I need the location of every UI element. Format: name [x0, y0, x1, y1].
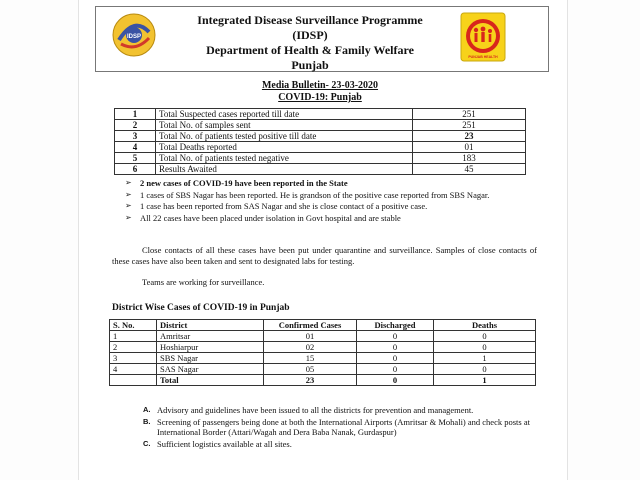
district-table-title: District Wise Cases of COVID-19 in Punjab — [112, 303, 290, 313]
list-item — [143, 405, 551, 416]
metric-value: 45 — [413, 164, 526, 175]
list-letter: A. — [143, 405, 151, 414]
total-label: Total — [157, 375, 264, 386]
list-text: Screening of passengers being done at both the International Airports (Amritsar & Mohali) and check posts at International Border (Attari/Wagah and Dera Baba Nanak, Gurdaspur) — [157, 416, 530, 437]
total-row — [110, 375, 536, 386]
idsp-logo — [111, 12, 157, 58]
bullet-text: All 22 cases have been placed under isolation in Govt hospital and are stable — [140, 212, 401, 223]
table-cell: 15 — [264, 353, 357, 364]
total-confirmed: 23 — [264, 375, 357, 386]
table-cell: 3 — [110, 353, 157, 364]
serial-number: 6 — [115, 164, 156, 175]
arrow-bullet-icon: ➢ — [125, 201, 132, 210]
list-letter: B. — [143, 416, 151, 426]
surveillance-paragraph: Teams are working for surveillance. — [142, 277, 265, 287]
serial-number: 2 — [115, 120, 156, 131]
table-cell: 0 — [357, 364, 434, 375]
column-header: Deaths — [434, 320, 536, 331]
list-item — [125, 213, 545, 224]
bulletin-subtitle: COVID-19: Punjab — [278, 92, 362, 103]
table-header-row — [110, 320, 536, 331]
list-letter: C. — [143, 438, 151, 448]
programme-name: Integrated Disease Surveillance Programme — [197, 13, 423, 27]
table-cell: Hoshiarpur — [157, 342, 264, 353]
bullet-text: 1 cases of SBS Nagar has been reported. He is grandson of the positive case reported from SBS Nagar. — [140, 189, 490, 200]
column-header: Confirmed Cases — [264, 320, 357, 331]
list-item — [143, 417, 551, 438]
metric-label: Total Deaths reported — [156, 142, 413, 153]
list-text: Sufficient logistics available at all sites. — [157, 438, 292, 449]
total-deaths: 1 — [434, 375, 536, 386]
table-cell: SAS Nagar — [157, 364, 264, 375]
table-cell: 1 — [110, 331, 157, 342]
table-cell: 0 — [434, 331, 536, 342]
metric-value: 251 — [413, 120, 526, 131]
column-header: District — [157, 320, 264, 331]
bullet-text: 1 case has been reported from SAS Nagar and she is close contact of a positive case. — [140, 201, 428, 211]
list-item — [143, 439, 551, 450]
list-text: Advisory and guidelines have been issued to all the districts for prevention and management. — [157, 405, 474, 415]
programme-abbreviation: (IDSP) — [292, 28, 328, 42]
column-header: Discharged — [357, 320, 434, 331]
serial-number: 4 — [115, 142, 156, 153]
punjab-health-logo — [460, 12, 506, 62]
column-header: S. No. — [110, 320, 157, 331]
list-item — [125, 178, 545, 189]
department-name: Department of Health & Family Welfare — [206, 43, 414, 57]
metric-value: 01 — [413, 142, 526, 153]
table-cell: 0 — [357, 342, 434, 353]
district-table — [109, 319, 536, 386]
table-cell: 2 — [110, 342, 157, 353]
table-cell — [110, 375, 157, 386]
metric-label: Results Awaited — [156, 164, 413, 175]
metric-label: Total No. of patients tested positive till date — [156, 131, 413, 142]
bulletin-title: Media Bulletin- 23-03-2020 — [261, 80, 379, 91]
update-bullets — [125, 178, 545, 224]
summary-table — [114, 108, 526, 175]
table-cell: Amritsar — [157, 331, 264, 342]
table-cell: 0 — [357, 353, 434, 364]
table-cell: 1 — [434, 353, 536, 364]
serial-number: 3 — [115, 131, 156, 142]
table-cell: 05 — [264, 364, 357, 375]
arrow-bullet-icon: ➢ — [125, 178, 132, 187]
metric-label: Total Suspected cases reported till date — [156, 109, 413, 120]
idsp-logo-text: IDSP — [126, 34, 142, 40]
metric-label: Total No. of patients tested negative — [156, 153, 413, 164]
table-row — [115, 120, 526, 131]
table-cell: 0 — [434, 364, 536, 375]
quarantine-paragraph: Close contacts of all these cases have been put under quarantine and surveillance. Samples of close contacts of these cases have also been taken and sent to designated labs for testing. — [112, 245, 537, 266]
table-cell: 0 — [357, 331, 434, 342]
health-logo-text: PUNJAB HEALTH — [468, 55, 498, 59]
table-cell: SBS Nagar — [157, 353, 264, 364]
table-row — [110, 342, 536, 353]
table-row — [115, 153, 526, 164]
metric-label: Total No. of samples sent — [156, 120, 413, 131]
bulletin-heading — [0, 80, 640, 104]
table-row — [110, 364, 536, 375]
metric-value: 183 — [413, 153, 526, 164]
metric-value: 23 — [413, 131, 526, 142]
measures-list — [143, 405, 551, 450]
table-row — [110, 353, 536, 364]
table-row — [115, 109, 526, 120]
metric-value: 251 — [413, 109, 526, 120]
arrow-bullet-icon: ➢ — [125, 212, 132, 222]
table-row — [110, 331, 536, 342]
table-cell: 01 — [264, 331, 357, 342]
state-name: Punjab — [291, 58, 329, 72]
serial-number: 1 — [115, 109, 156, 120]
list-item — [125, 201, 545, 212]
table-row — [115, 142, 526, 153]
list-item — [125, 190, 545, 201]
letterhead-text — [165, 13, 455, 73]
table-row — [115, 164, 526, 175]
bullet-text: 2 new cases of COVID-19 have been reported in the State — [140, 178, 348, 188]
table-cell: 4 — [110, 364, 157, 375]
arrow-bullet-icon: ➢ — [125, 189, 132, 199]
table-row — [115, 131, 526, 142]
serial-number: 5 — [115, 153, 156, 164]
table-cell: 0 — [434, 342, 536, 353]
table-cell: 02 — [264, 342, 357, 353]
total-discharged: 0 — [357, 375, 434, 386]
